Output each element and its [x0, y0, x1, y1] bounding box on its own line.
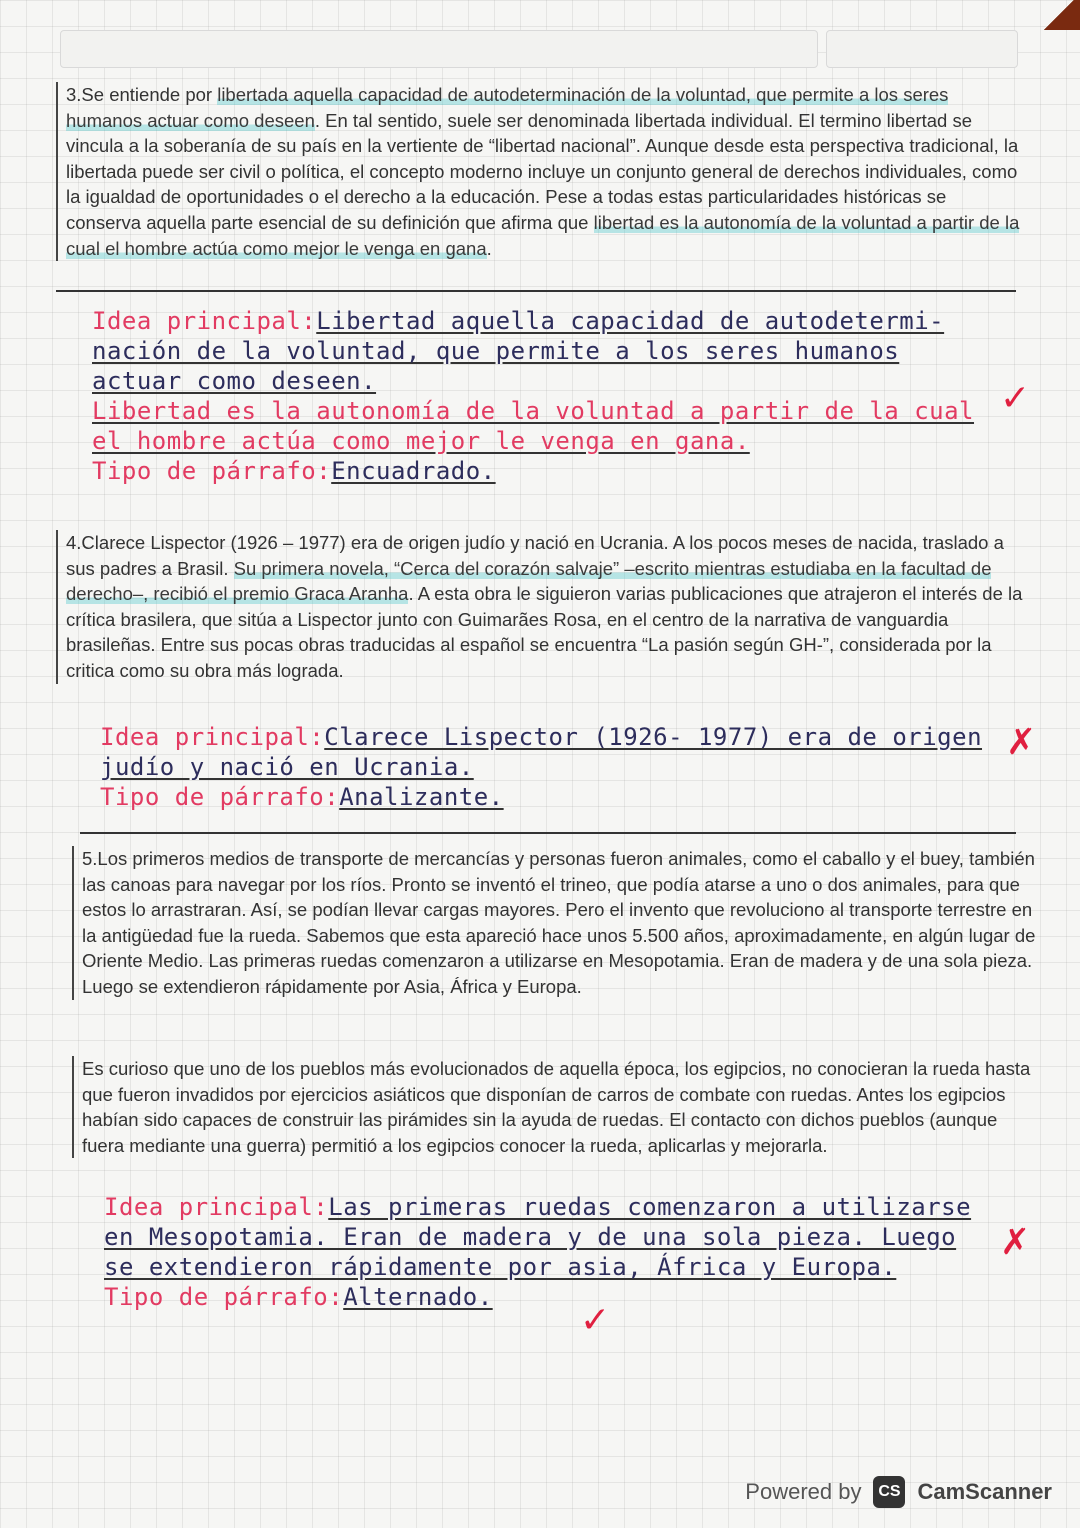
check-mark-5: ✓	[580, 1300, 611, 1341]
answer-3-tipo: Encuadrado.	[331, 457, 496, 485]
paragraph-5a	[72, 846, 1042, 1000]
answer-5-tipo-label: Tipo de párrafo:	[104, 1283, 344, 1311]
answer-4-idea-label: Idea principal:	[100, 723, 325, 751]
answer-3-tipo-label: Tipo de párrafo:	[92, 457, 332, 485]
paragraph-3	[56, 82, 1026, 261]
paragraph-4	[56, 530, 1026, 684]
cross-mark-5: ✗	[1000, 1222, 1031, 1263]
paragraph-4-text-a: 4.Clarece Lispector (1926 – 1977) era de origen judío y nació en Ucrania. A los pocos meses de nacida, traslado a sus padres a Brasil.	[66, 532, 1004, 579]
page-corner	[1020, 0, 1080, 30]
answer-3-idea-label: Idea principal:	[92, 307, 317, 335]
paragraph-3-highlight-a: libertada aquella capacidad de autodeterminación de la voluntad, que permite a los seres humanos actuar como deseen	[66, 84, 949, 131]
header-box-left	[60, 30, 818, 68]
answer-3-idea: Libertad aquella capacidad de autodetermi- nación de la voluntad, que permite a los seres humanos actuar como deseen.	[92, 307, 945, 395]
answer-4	[100, 722, 1000, 812]
paragraph-5a-text: 5.Los primeros medios de transporte de mercancías y personas fueron animales, como el caballo y el buey, también las canoas para navegar por los ríos. Pronto se inventó el trineo, que podía atarse a uno o dos animales, para que estos lo arrastraran. Así, se podían llevar cargas mayores. Pero el invento que revoluciono al transporte terrestre en la antigüedad fue la rueda. Sabemos que esta apareció hace unos 5.500 años, aproximadamente, en algún lugar de Oriente Medio. Las primeras ruedas comenzaron a utilizarse en Mesopotamia. Eran de madera y de una sola pieza. Luego se extendieron rápidamente por Asia, África y Europa.	[82, 848, 1036, 997]
answer-5-tipo: Alternado.	[343, 1283, 493, 1311]
cross-mark-4: ✗	[1006, 722, 1037, 763]
answer-4-tipo: Analizante.	[339, 783, 504, 811]
answer-5-idea-label: Idea principal:	[104, 1193, 329, 1221]
paragraph-3-text-c: .	[486, 237, 492, 259]
camscanner-logo-icon: CS	[873, 1476, 905, 1508]
check-mark-3: ✓	[1000, 378, 1031, 419]
paragraph-3-text-b: . En tal sentido, suele ser denominada libertada individual. El termino libertad se vincula a la soberanía de su país en la vertiente de “libertad nacional”. Aunque desde esta perspectiva tradicional, la libertada puede ser civil o política, el concepto moderno incluye un conjunto general de derechos individuales, como la igualdad de oportunidades o el derecho a la educación. Pese a todas estas particularidades históricas se conserva aquella parte esencial de su definición que afirma que	[66, 109, 1019, 233]
answer-5-idea: Las primeras ruedas comenzaron a utilizarse en Mesopotamia. Eran de madera y de una sola pieza. Luego se extendieron rápidamente por asia, África y Europa.	[104, 1193, 972, 1281]
powered-by-text: Powered by	[745, 1479, 862, 1504]
divider-4	[80, 832, 1016, 834]
header-box-right	[826, 30, 1018, 68]
answer-3-idea-2: Libertad es la autonomía de la voluntad a partir de la cual el hombre actúa como mejor le venga en gana.	[92, 397, 975, 455]
camscanner-brand: CamScanner	[917, 1479, 1052, 1504]
paragraph-3-text-a: 3.Se entiende por	[66, 84, 218, 105]
paragraph-5b	[72, 1056, 1042, 1158]
paragraph-4-text-b: . A esta obra le siguieron varias publicaciones que atrajeron el interés de la crítica brasilera, que sitúa a Lispector junto con Guimarães Rosa, en el centro de la narrativa de vanguardia brasileñas. Entre sus pocas obras traducidas al español se encuentra “La pasión según GH-”, considerada por la critica como su obra más lograda.	[66, 583, 1023, 681]
divider-3	[56, 290, 1016, 292]
answer-5	[104, 1192, 984, 1312]
answer-4-idea: Clarece Lispector (1926- 1977) era de origen judío y nació en Ucrania.	[100, 723, 983, 781]
camscanner-footer	[745, 1476, 1052, 1508]
answer-3	[92, 306, 992, 486]
paragraph-4-highlight-a: Su primera novela, “Cerca del corazón salvaje” –escrito mientras estudiaba en la facultad de derecho–, recibió el premio Graca Aranha	[66, 557, 992, 605]
paragraph-5b-text: Es curioso que uno de los pueblos más evolucionados de aquella época, los egipcios, no conocieran la rueda hasta que fueron invadidos por ejercicios asiáticos que disponían de carros de combate con ruedas. Antes los egipcios habían sido capaces de construir las pirámides sin la ayuda de ruedas. El contacto con dichos pueblos (aunque fuera mediante una guerra) permitió a los egipcios conocer la rueda, aplicarlas y mejorarla.	[82, 1058, 1031, 1156]
answer-4-tipo-label: Tipo de párrafo:	[100, 783, 340, 811]
paragraph-3-highlight-b: libertad es la autonomía de la voluntad a partir de la cual el hombre actúa como mejor le venga en gana	[66, 211, 1020, 259]
